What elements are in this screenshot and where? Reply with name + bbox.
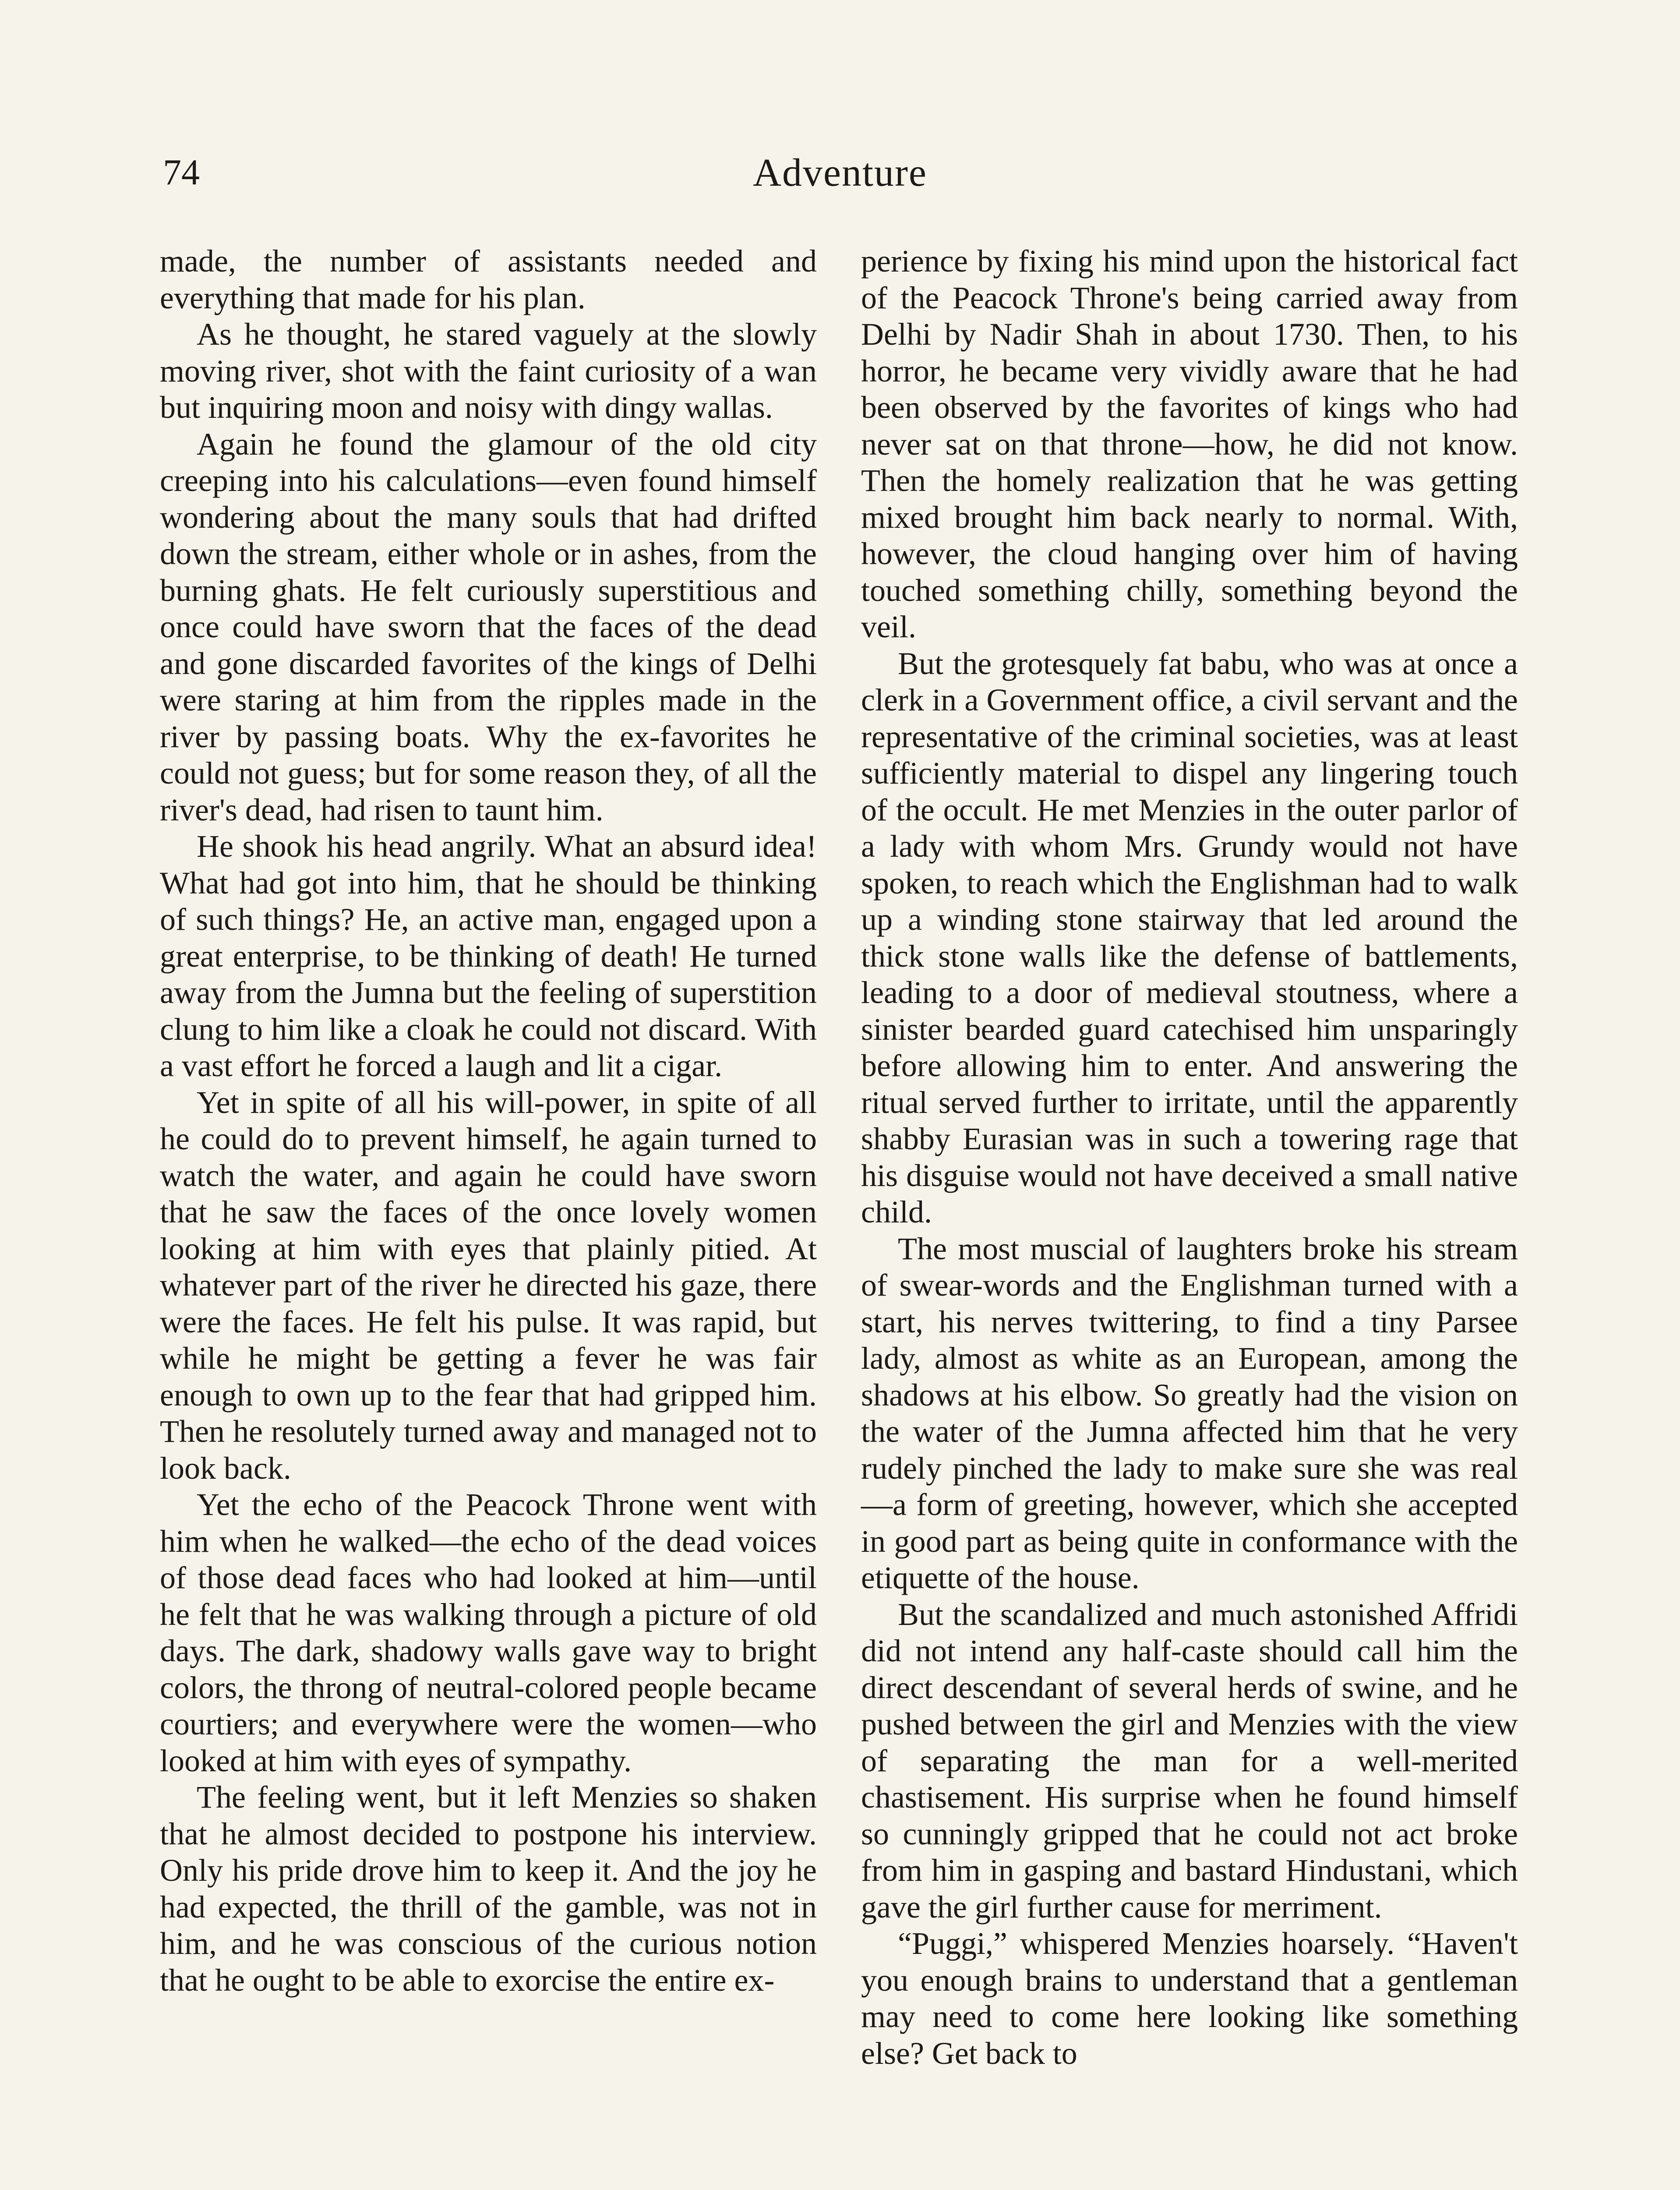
paragraph: Yet in spite of all his will-power, in spite of all he could do to prevent himself, he again turned to watch the water, and again he could have sworn that he saw the faces of the once lovely women looking at him with eyes that plainly pitied. At whatever part of the river he directed his gaze, there were the faces. He felt his pulse. It was rapid, but while he might be getting a fever he was fair enough to own up to the fear that had gripped him. Then he resolutely turned away and managed not to look back. bbox=[160, 1084, 817, 1486]
paragraph: Yet the echo of the Peacock Throne went with him when he walked—the echo of the dead voices of those dead faces who had looked at him—until he felt that he was walking through a picture of old days. The dark, shadowy walls gave way to bright colors, the throng of neutral-colored people became courtiers; and everywhere were the women—who looked at him with eyes of sympathy. bbox=[160, 1487, 817, 1778]
paragraph: made, the number of assistants needed and everything that made for his plan. bbox=[160, 244, 817, 315]
paragraph: Again he found the glamour of the old city creeping into his calculations—even found himself wondering about the many souls that had drifted down the stream, either whole or in ashes, from the burning ghats. He felt curiously superstitious and once could have sworn that the faces of the dead and gone discarded favorites of the kings of Delhi were staring at him from the ripples made in the river by passing boats. Why the ex-favorites he could not guess; but for some reason they, of all the river's dead, had risen to taunt him. bbox=[160, 426, 817, 827]
right-column bbox=[861, 243, 1518, 2072]
running-title: Adventure bbox=[753, 151, 927, 194]
paragraph: As he thought, he stared vaguely at the slowly moving river, shot with the faint curiosity of a wan but inquiring moon and noisy with dingy wallas. bbox=[160, 317, 817, 425]
paragraph: He shook his head angrily. What an absurd idea! What had got into him, that he should be thinking of such things? He, an active man, engaged upon a great enterprise, to be thinking of death! He turned away from the Jumna but the feeling of superstition clung to him like a cloak he could not discard. With a vast effort he forced a laugh and lit a cigar. bbox=[160, 829, 817, 1083]
paragraph: The most muscial of laughters broke his stream of swear-words and the Englishman turned with a start, his nerves twittering, to find a tiny Parsee lady, almost as white as an European, among the shadows at his elbow. So greatly had the vision on the water of the Jumna affected him that he very rudely pinched the lady to make sure she was real—a form of greeting, however, which she accepted in good part as being quite in conformance with the etiquette of the house. bbox=[861, 1231, 1518, 1595]
paragraph: The feeling went, but it left Menzies so shaken that he almost decided to postpone his interview. Only his pride drove him to keep it. And the joy he had expected, the thrill of the gamble, was not in him, and he was conscious of the curious notion that he ought to be able to exorcise the entire ex- bbox=[160, 1780, 817, 1998]
paragraph: perience by fixing his mind upon the historical fact of the Peacock Throne's being carried away from Delhi by Nadir Shah in about 1730. Then, to his horror, he became very vividly aware that he had been observed by the favorites of kings who had never sat on that throne—how, he did not know. Then the homely realization that he was getting mixed brought him back nearly to normal. With, however, the cloud hanging over him of having touched something chilly, something beyond the veil. bbox=[861, 244, 1518, 644]
paragraph: But the grotesquely fat babu, who was at once a clerk in a Government office, a civil servant and the representative of the criminal societies, was at least sufficiently material to dispel any lingering touch of the occult. He met Menzies in the outer parlor of a lady with whom Mrs. Grundy would not have spoken, to reach which the Englishman had to walk up a winding stone stairway that led around the thick stone walls like the defense of battlements, leading to a door of medieval stoutness, where a sinister bearded guard catechised him unsparingly before allowing him to enter. And answering the ritual served further to irritate, until the apparently shabby Eurasian was in such a towering rage that his disguise would not have deceived a small native child. bbox=[861, 646, 1518, 1229]
page-number: 74 bbox=[163, 152, 200, 193]
paragraph: But the scandalized and much astonished Affridi did not intend any half-caste should call him the direct descendant of several herds of swine, and he pushed between the girl and Menzies with the view of separating the man for a well-merited chastisement. His surprise when he found himself so cunningly gripped that he could not act broke from him in gasping and bastard Hindustani, which gave the girl further cause for merriment. bbox=[861, 1597, 1518, 1925]
paragraph: “Puggi,” whispered Menzies hoarsely. “Haven't you enough brains to understand that a gentleman may need to come here looking like something else? Get back to bbox=[861, 1926, 1518, 2071]
left-column bbox=[160, 243, 817, 1999]
